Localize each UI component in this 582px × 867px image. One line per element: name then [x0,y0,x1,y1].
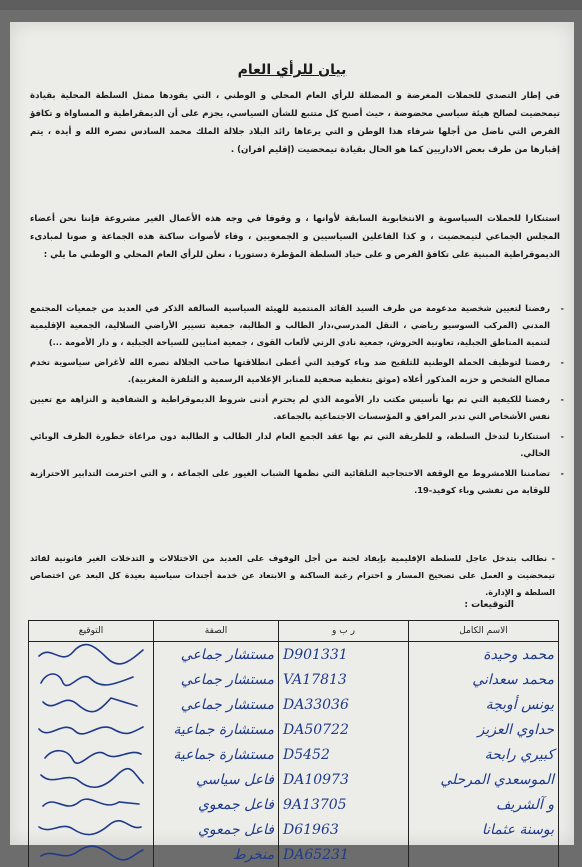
demands-list [30,300,566,502]
table-row [29,717,559,742]
signer-role: مستشار جماعي [154,667,279,692]
signer-role: مستشارة جماعية [154,717,279,742]
document-title [10,62,574,78]
table-row [29,642,559,668]
signatures-body [29,642,559,867]
signature-cell [29,817,154,842]
signer-id: VA17813 [279,667,409,692]
signature-cell [29,667,154,692]
handwritten-signature [33,717,153,742]
signer-id: D901331 [279,642,409,668]
handwritten-signature [33,792,153,817]
handwritten-signature [33,642,153,667]
signer-id: D61963 [279,817,409,842]
top-bar [0,0,582,10]
signer-role: فاعل جمعوي [154,817,279,842]
handwritten-signature [33,842,153,867]
statement-paragraph: استنكارا للحملات السياسوية و الانتخابوية السابقة لأوانها ، و وقوفا في وجه هذه الأعمال الغير مشروعة فإننا نحن أعضاء المجلس الجماعي لتيمحضيت ، و كذا الفاعلين السياسيين و الجمعويين ، وفاء لأصوات ساكنة هذه الجماعة و صونا لمبادىء الديموقراطية المبنية على تكافؤ الفرص و على حياد السلطة المؤطرة دستوريا ، نعلن للرأي العام المحلي و الوطني ما يلي : [30,210,560,264]
signatures-table [28,620,559,867]
signer-id: DA65231 [279,842,409,867]
signer-role: مستشارة جماعية [154,742,279,767]
document-page [10,22,574,845]
header-signature: التوقيع [29,621,154,642]
signer-id: D5452 [279,742,409,767]
table-row [29,742,559,767]
closing-demand: - نطالب بتدخل عاجل للسلطة الإقليمية بإيفاد لجنة من أجل الوقوف على العديد من الاختلالات و التدخلات الغير قانونية لقائد تيمحضيت و العمل على تصحيح المسار و احترام رغبة الساكنة و الابتعاد عن خدمة أجندات سياسية بعيدة كل البعد عن اختصاص السلطة و الإدارة. [30,550,555,601]
list-item: - رفضنا لتعيين شخصية مدعومة من طرف السيد القائد المنتمية للهيئة السياسية السالفة الذكر في العديد من جمعيات المجتمع المدني (المركب السوسيو رياضي ، النقل المدرسي،دار الطالب و الطالبة، جمعية تسيير الأراضي السلالية، الجمعية الإقليمية لتنمية المناطق الجبلية، تعاونية الحروش، جمعية نادي الرني لألعاب القوى ، جمعية امنايين للسياحة الجبلية ، و دار الأمومة ...) [30,300,550,351]
signer-name: حداوي العزيز [409,717,559,742]
list-item: - رفضنا لتوظيف الحملة الوطنية للتلقيح ضد وباء كوفيد التي أعطى انطلاقتها صاحب الجلالة نصره الله لأغراض سياسوية تخدم مصالح الشخص و حزبه المذكور أعلاه (موثق بتغطية صحفية للمنابر الإعلامية الرسمية و التلفزة المغربية). [30,354,550,388]
signer-id: DA50722 [279,717,409,742]
signer-role: مستشار جماعي [154,642,279,668]
signature-cell [29,792,154,817]
signature-cell [29,717,154,742]
signer-name: الموسعدي المرحلي [409,767,559,792]
table-row [29,792,559,817]
signer-id: DA10973 [279,767,409,792]
intro-paragraph: في إطار التصدي للحملات المغرضة و المضللة للرأي العام المحلي و الوطني ، التي يقودها ممثل السلطة المحلية بقيادة تيمحضيت لصالح هيئة سياسي محضوضة ، حيث أصبح كل متتبع للشأن السياسي، يجزم على أن الديمقراطية و المساواة و تكافؤ الفرص التي ناضل من أجلها شرفاء هذا الوطن و التي يرعاها رائد البلاد جلالة الملك محمد السادس نصره الله و أيده ، يتم إقبارها من طرف بعض الاداريين كما هو الحال بقيادة تيمحضيت (إقليم افران) . [30,87,560,159]
handwritten-signature [33,742,153,767]
signer-role: مستشار جماعي [154,692,279,717]
handwritten-signature [33,767,153,792]
header-role: الصفة [154,621,279,642]
header-name: الاسم الكامل [409,621,559,642]
signature-cell [29,842,154,867]
signer-id: 9A13705 [279,792,409,817]
signer-name [409,842,559,867]
handwritten-signature [33,667,153,692]
table-row [29,817,559,842]
signature-cell [29,767,154,792]
list-item: - استنكارنا لتدخل السلطة، و للطريقة التي تم بها عقد الجمع العام لدار الطالب و الطالبة دون مراعاة خطورة الظرف الوبائي الحالي. [30,428,550,462]
signer-name: بوسنة عثمانا [409,817,559,842]
list-item: - تضامننا اللامشروط مع الوقفة الاحتجاجية التلقائية التي نظمها الشباب الغيور على الجماعة ، و التي احترمت التدابير الاحترازية للوقاية من تفشي وباء كوفيد-19. [30,465,550,499]
table-row [29,692,559,717]
signature-cell [29,692,154,717]
handwritten-signature [33,817,153,842]
table-row [29,767,559,792]
table-row [29,842,559,867]
signer-role: فاعل جمعوي [154,792,279,817]
handwritten-signature [33,692,153,717]
signer-name: و آلشريف [409,792,559,817]
signer-id: DA33036 [279,692,409,717]
signer-role: منخرط [154,842,279,867]
document-title-text: بيان للرأي العام [238,62,347,78]
list-item: - رفضنا للكيفية التي تم بها تأسيس مكتب دار الأمومة الذي لم يحترم أدنى شروط الديموقراطية و الشفافية و النزاهة مع تعيين نفس الأشخاص التي تدبر المرافق و المؤسسات الاجتماعية بالجماعة. [30,391,550,425]
signer-name: يونس أوبجة [409,692,559,717]
signature-cell [29,742,154,767]
signature-cell [29,642,154,668]
signer-role: فاعل سياسي [154,767,279,792]
table-header-row [29,621,559,642]
signer-name: كبيري رابحة [409,742,559,767]
signatures-label: التوقيعات : [464,600,514,610]
signer-name: محمد سعداني [409,667,559,692]
table-row [29,667,559,692]
signer-name: محمد وحيدة [409,642,559,668]
header-id: ر ب و [279,621,409,642]
